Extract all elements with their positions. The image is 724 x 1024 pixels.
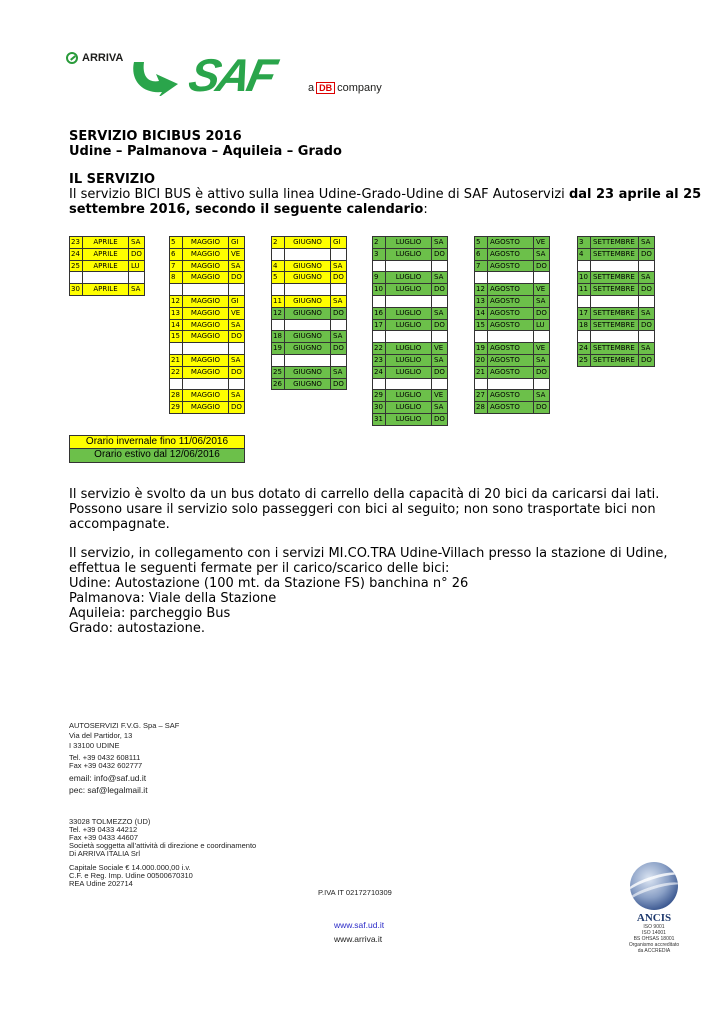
calendar-month-name: MAGGIO <box>183 319 229 332</box>
calendar-day-number: 26 <box>271 378 285 391</box>
calendar-day-number: 10 <box>577 271 591 284</box>
calendar-month-name: MAGGIO <box>183 389 229 402</box>
calendar-day-number: 23 <box>372 354 386 367</box>
calendar-weekday: DO <box>534 366 550 379</box>
arriva-mark-icon <box>66 52 78 64</box>
calendar-day-number: 18 <box>271 330 285 343</box>
calendar-weekday: DO <box>331 271 347 284</box>
calendar-day-number: 22 <box>372 342 386 355</box>
calendar-month-name: MAGGIO <box>183 260 229 273</box>
calendar-weekday: DO <box>331 307 347 320</box>
calendar-weekday: SA <box>432 307 448 320</box>
calendar-day-number: 6 <box>169 248 183 261</box>
legend-invernale: Orario invernale fino 11/06/2016 <box>69 435 245 449</box>
calendar-month-name: MAGGIO <box>183 366 229 379</box>
footer-fax2: Fax +39 0433 44607 <box>69 833 139 842</box>
calendar-month-name: AGOSTO <box>488 366 534 379</box>
calendar-day-number: 28 <box>169 389 183 402</box>
calendar-month-name: SETTEMBRE <box>591 307 639 320</box>
calendar-day-number: 25 <box>577 354 591 367</box>
intro-line1-text: Il servizio BICI BUS è attivo sulla linea Udine-Grado-Udine di SAF Autoservizi <box>69 187 569 202</box>
calendar-month-name: AGOSTO <box>488 307 534 320</box>
calendar-day-number: 30 <box>372 401 386 414</box>
footer-tel: Tel. +39 0432 608111 <box>69 753 141 762</box>
calendar-row <box>372 414 450 426</box>
calendar-month-name: SETTEMBRE <box>591 236 639 249</box>
calendar-row <box>169 402 247 414</box>
body-p2-line1: Il servizio, in collegamento con i servizi MI.CO.TRA Udine-Villach presso la stazione di Udine, <box>69 546 668 561</box>
calendar-month-name: AGOSTO <box>488 354 534 367</box>
calendar-day-number: 9 <box>372 271 386 284</box>
calendar-weekday: VE <box>534 236 550 249</box>
calendar-weekday: GI <box>229 236 245 249</box>
calendar-weekday: LU <box>534 319 550 332</box>
calendar-weekday: VE <box>229 307 245 320</box>
calendar-month-name: LUGLIO <box>386 401 432 414</box>
calendar-weekday: DO <box>229 366 245 379</box>
ancis-iso-14001: ISO 14001 <box>642 930 666 936</box>
footer-city: I 33100 UDINE <box>69 741 120 750</box>
calendar-day-number: 5 <box>169 236 183 249</box>
calendar-column-maggio <box>169 237 247 414</box>
calendar-column-giugno <box>271 237 349 390</box>
calendar-weekday: SA <box>331 295 347 308</box>
calendar-month-name: LUGLIO <box>386 248 432 261</box>
calendar-day-number: 5 <box>474 236 488 249</box>
calendar-weekday: SA <box>432 236 448 249</box>
calendar-weekday: SA <box>331 260 347 273</box>
body-p1-line1: Il servizio è svolto da un bus dotato di carrello della capacità di 20 bici da caricarsi dai lati. <box>69 487 660 502</box>
calendar-day-number: 21 <box>474 366 488 379</box>
legend <box>69 435 245 463</box>
calendar-month-name: SETTEMBRE <box>591 354 639 367</box>
calendar-month-name: GIUGNO <box>285 236 331 249</box>
ancis-iso-9001: ISO 9001 <box>643 924 665 930</box>
calendar-weekday: DO <box>534 401 550 414</box>
calendar-weekday: SA <box>229 319 245 332</box>
intro-line2-dates: settembre 2016, secondo il seguente calendario <box>69 202 424 217</box>
calendar-weekday: SA <box>639 342 655 355</box>
body-p1-line2: Possono usare il servizio solo passeggeri con bici al seguito; non sono trasportate bici non <box>69 502 656 517</box>
calendar-weekday: DO <box>229 271 245 284</box>
calendar-weekday: DO <box>331 378 347 391</box>
footer-web-arriva[interactable]: www.arriva.it <box>334 934 383 944</box>
calendar-day-number: 11 <box>271 295 285 308</box>
calendar-month-name: SETTEMBRE <box>591 248 639 261</box>
calendar-day-number: 23 <box>69 236 83 249</box>
footer-address: Via del Partidor, 13 <box>69 731 133 740</box>
intro-line1 <box>69 187 701 202</box>
calendar-day-number: 24 <box>69 248 83 261</box>
footer-pec[interactable]: pec: saf@legalmail.it <box>69 785 148 795</box>
calendar-weekday: SA <box>534 354 550 367</box>
calendar-day-number: 3 <box>372 248 386 261</box>
calendar-month-name: LUGLIO <box>386 366 432 379</box>
calendar-weekday: SA <box>432 271 448 284</box>
calendar-weekday: DO <box>534 307 550 320</box>
calendar-day-number: 27 <box>474 389 488 402</box>
calendar-month-name: MAGGIO <box>183 330 229 343</box>
calendar-day-number: 2 <box>271 236 285 249</box>
footer-email[interactable]: email: info@saf.ud.it <box>69 773 147 783</box>
calendar-month-name: SETTEMBRE <box>591 283 639 296</box>
calendar-month-name: AGOSTO <box>488 260 534 273</box>
calendar-row <box>577 355 655 367</box>
calendar-day-number: 17 <box>577 307 591 320</box>
calendar-weekday: GI <box>331 236 347 249</box>
intro-line2 <box>69 202 428 217</box>
calendar-month-name: APRILE <box>83 236 129 249</box>
calendar-day-number: 8 <box>169 271 183 284</box>
calendar-weekday: SA <box>229 260 245 273</box>
calendar-day-number: 16 <box>372 307 386 320</box>
calendar-day-number: 22 <box>169 366 183 379</box>
calendar-column-luglio <box>372 237 450 426</box>
footer-arriva-italia: Di ARRIVA ITALIA Srl <box>69 849 140 858</box>
calendar-day-number: 11 <box>577 283 591 296</box>
stop-palmanova: Palmanova: Viale della Stazione <box>69 591 277 606</box>
calendar-weekday: SA <box>229 389 245 402</box>
calendar-day-number: 12 <box>271 307 285 320</box>
calendar-weekday: DO <box>432 319 448 332</box>
footer-piva: P.IVA IT 02172710309 <box>318 888 392 897</box>
intro-line1-dates: dal 23 aprile al 25 <box>568 187 702 202</box>
calendar-month-name: GIUGNO <box>285 378 331 391</box>
ancis-name: ANCIS <box>636 912 672 924</box>
body-p1-line3: accompagnate. <box>69 517 170 532</box>
calendar-weekday: DO <box>331 342 347 355</box>
saf-arrow-icon <box>128 54 190 96</box>
calendar-month-name: APRILE <box>83 260 129 273</box>
body-p2-line2: effettua le seguenti fermate per il carico/scarico delle bici: <box>69 561 450 576</box>
calendar-day-number: 4 <box>271 260 285 273</box>
calendar-month-name: APRILE <box>83 248 129 261</box>
calendar-month-name: MAGGIO <box>183 307 229 320</box>
calendar-month-name: AGOSTO <box>488 295 534 308</box>
calendar-day-number: 5 <box>271 271 285 284</box>
calendar-month-name: LUGLIO <box>386 389 432 402</box>
stop-aquileia: Aquileia: parcheggio Bus <box>69 606 231 621</box>
calendar-weekday: SA <box>331 330 347 343</box>
calendar-month-name: AGOSTO <box>488 248 534 261</box>
calendar-month-name: GIUGNO <box>285 342 331 355</box>
calendar-weekday: DO <box>432 413 448 426</box>
calendar-weekday: VE <box>229 248 245 261</box>
calendar-month-name: MAGGIO <box>183 401 229 414</box>
calendar-weekday: DO <box>432 283 448 296</box>
calendar-weekday: VE <box>432 389 448 402</box>
calendar-day-number: 10 <box>372 283 386 296</box>
calendar-day-number: 19 <box>271 342 285 355</box>
calendar-day-number: 29 <box>372 389 386 402</box>
calendar-month-name: MAGGIO <box>183 354 229 367</box>
title-line2: Udine – Palmanova – Aquileia – Grado <box>69 144 342 159</box>
ancis-certification <box>624 862 684 954</box>
calendar-row <box>474 402 552 414</box>
calendar-day-number: 15 <box>169 330 183 343</box>
calendar-day-number: 3 <box>577 236 591 249</box>
calendar-weekday: SA <box>639 236 655 249</box>
calendar-day-number: 21 <box>169 354 183 367</box>
calendar-weekday: VE <box>432 342 448 355</box>
calendar-month-name: GIUGNO <box>285 295 331 308</box>
db-company-label: company <box>337 82 382 94</box>
calendar-month-name: AGOSTO <box>488 319 534 332</box>
calendar-month-name: AGOSTO <box>488 401 534 414</box>
calendar-month-name: APRILE <box>83 283 129 296</box>
calendar-weekday: SA <box>331 366 347 379</box>
calendar-day-number: 14 <box>169 319 183 332</box>
calendar-column-aprile <box>69 237 147 296</box>
calendar-month-name: AGOSTO <box>488 389 534 402</box>
footer-tolmezzo: 33028 TOLMEZZO (UD) <box>69 817 151 826</box>
calendar-weekday: SA <box>229 354 245 367</box>
ancis-org1: Organismo accreditato <box>628 942 680 948</box>
intro-line2-tail: : <box>423 202 428 217</box>
calendar-month-name: SETTEMBRE <box>591 342 639 355</box>
calendar-day-number: 24 <box>577 342 591 355</box>
arriva-logo <box>66 52 123 64</box>
calendar-day-number: 7 <box>169 260 183 273</box>
calendar-month-name: AGOSTO <box>488 342 534 355</box>
calendar-month-name: AGOSTO <box>488 283 534 296</box>
calendar-month-name: MAGGIO <box>183 271 229 284</box>
db-company-tag <box>308 82 382 94</box>
calendar-month-name: LUGLIO <box>386 236 432 249</box>
calendar-month-name: GIUGNO <box>285 307 331 320</box>
calendar-month-name: LUGLIO <box>386 354 432 367</box>
calendar-month-name: LUGLIO <box>386 413 432 426</box>
calendar-weekday: DO <box>229 401 245 414</box>
footer-tel2: Tel. +39 0433 44212 <box>69 825 138 834</box>
calendar-month-name: LUGLIO <box>386 283 432 296</box>
calendar-month-name: LUGLIO <box>386 319 432 332</box>
calendar-weekday: DO <box>639 248 655 261</box>
calendar-month-name: LUGLIO <box>386 342 432 355</box>
footer-rea: REA Udine 202714 <box>69 879 133 888</box>
calendar-day-number: 13 <box>169 307 183 320</box>
calendar-day-number: 7 <box>474 260 488 273</box>
calendar-weekday: LU <box>129 260 145 273</box>
calendar-weekday: DO <box>639 354 655 367</box>
calendar-month-name: GIUGNO <box>285 260 331 273</box>
calendar-month-name: MAGGIO <box>183 248 229 261</box>
calendar-day-number: 19 <box>474 342 488 355</box>
calendar-weekday: DO <box>229 330 245 343</box>
calendar-day-number: 25 <box>271 366 285 379</box>
calendar-weekday: SA <box>129 236 145 249</box>
calendar-day-number: 12 <box>474 283 488 296</box>
db-prefix: a <box>308 82 315 94</box>
calendar-day-number: 2 <box>372 236 386 249</box>
calendar-day-number: 14 <box>474 307 488 320</box>
calendar-day-number: 6 <box>474 248 488 261</box>
calendar-weekday: GI <box>229 295 245 308</box>
calendar-weekday: DO <box>129 248 145 261</box>
calendar-weekday: VE <box>534 283 550 296</box>
calendar-day-number: 24 <box>372 366 386 379</box>
footer-fax: Fax +39 0432 602777 <box>69 761 143 770</box>
calendar-day-number: 12 <box>169 295 183 308</box>
calendar-weekday: SA <box>534 295 550 308</box>
ancis-ohsas: BS OHSAS 18001 <box>633 936 675 942</box>
calendar-weekday: VE <box>534 342 550 355</box>
footer-soggetta: Società soggetta all’attività di direzione e coordinamento <box>69 841 257 850</box>
calendar-day-number: 17 <box>372 319 386 332</box>
calendar-day-number: 25 <box>69 260 83 273</box>
calendar-day-number: 20 <box>474 354 488 367</box>
stop-udine: Udine: Autostazione (100 mt. da Stazione FS) banchina n° 26 <box>69 576 469 591</box>
calendar-month-name: AGOSTO <box>488 236 534 249</box>
calendar-weekday: SA <box>534 389 550 402</box>
ancis-org2: da ACCREDIA <box>637 948 671 954</box>
footer-capitale: Capitale Sociale € 14.000.000,00 i.v. <box>69 863 191 872</box>
calendar-month-name: MAGGIO <box>183 295 229 308</box>
calendar-day-number: 28 <box>474 401 488 414</box>
stop-grado: Grado: autostazione. <box>69 621 205 636</box>
calendar-day-number: 15 <box>474 319 488 332</box>
calendar-day-number: 4 <box>577 248 591 261</box>
calendar-weekday: SA <box>432 354 448 367</box>
calendar-day-number: 30 <box>69 283 83 296</box>
calendar-month-name: SETTEMBRE <box>591 319 639 332</box>
legend-estivo: Orario estivo dal 12/06/2016 <box>69 449 245 463</box>
calendar-weekday: SA <box>129 283 145 296</box>
title-line1: SERVIZIO BICIBUS 2016 <box>69 129 242 144</box>
calendar-month-name: SETTEMBRE <box>591 271 639 284</box>
footer-cf: C.F. e Reg. Imp. Udine 00500670310 <box>69 871 193 880</box>
calendar-column-settembre <box>577 237 655 367</box>
calendar-month-name: LUGLIO <box>386 271 432 284</box>
calendar-day-number: 31 <box>372 413 386 426</box>
footer-company: AUTOSERVIZI F.V.G. Spa – SAF <box>69 721 180 730</box>
calendar-column-agosto <box>474 237 552 414</box>
calendar-weekday: SA <box>639 271 655 284</box>
calendar-month-name: GIUGNO <box>285 366 331 379</box>
calendar-month-name: MAGGIO <box>183 236 229 249</box>
calendar-weekday: SA <box>639 307 655 320</box>
section-heading: IL SERVIZIO <box>69 172 156 187</box>
calendar-weekday: DO <box>639 283 655 296</box>
calendar-month-name: LUGLIO <box>386 307 432 320</box>
calendar-row <box>271 379 349 391</box>
footer-web-saf[interactable]: www.saf.ud.it <box>334 920 385 930</box>
calendar-weekday: DO <box>534 260 550 273</box>
calendar-weekday: DO <box>432 248 448 261</box>
calendar-day-number: 29 <box>169 401 183 414</box>
calendar-weekday: DO <box>639 319 655 332</box>
arriva-wordmark: ARRIVA <box>82 52 124 64</box>
calendar-weekday: SA <box>534 248 550 261</box>
calendar-weekday: SA <box>432 401 448 414</box>
calendar-month-name: GIUGNO <box>285 330 331 343</box>
calendar-row <box>69 284 147 296</box>
saf-wordmark: SAF <box>184 49 279 101</box>
calendar-day-number: 13 <box>474 295 488 308</box>
db-logo-icon: DB <box>316 82 335 94</box>
calendar-day-number: 18 <box>577 319 591 332</box>
saf-logo <box>128 49 338 101</box>
ancis-globe-icon <box>630 862 678 910</box>
calendar-month-name: GIUGNO <box>285 271 331 284</box>
calendar-weekday: DO <box>432 366 448 379</box>
